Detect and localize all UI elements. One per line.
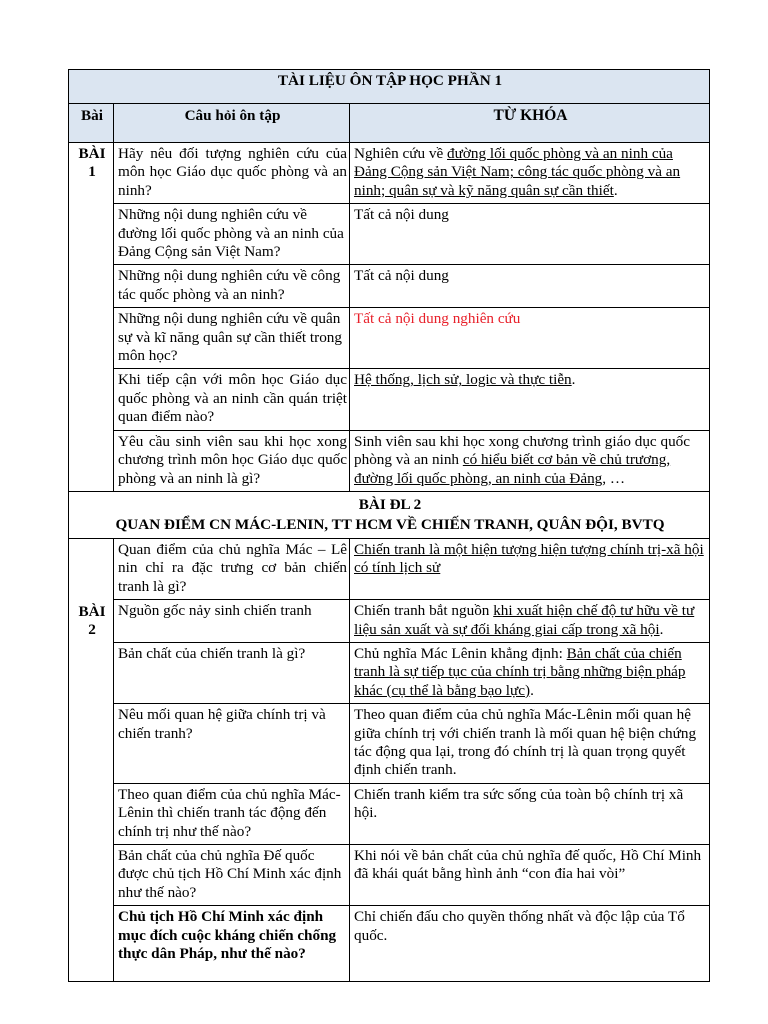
answer-cell: Tất cả nội dung [350,265,710,308]
title-row [69,70,710,104]
section-heading-row [69,491,710,538]
question-cell: Theo quan điểm của chủ nghĩa Mác-Lênin thì chiến tranh tác động đến chính trị như thế nào? [114,783,350,844]
document-title: TÀI LIỆU ÔN TẬP HỌC PHẦN 1 [69,70,710,104]
review-table [68,69,710,982]
answer-cell: Chỉ chiến đấu cho quyền thống nhất và độc lập của Tổ quốc. [350,906,710,982]
question-cell: Những nội dung nghiên cứu về công tác quốc phòng và an ninh? [114,265,350,308]
table-row [69,308,710,369]
study-document [68,69,709,982]
question-cell: Bản chất của chủ nghĩa Đế quốc được chủ tịch Hồ Chí Minh xác định như thế nào? [114,845,350,906]
answer-cell: Tất cả nội dung nghiên cứu [350,308,710,369]
answer-cell: Chủ nghĩa Mác Lênin khẳng định: Bản chất của chiến tranh là sự tiếp tục của chính trị bằng những biện pháp khác (cụ thể là bằng bạo lực). [350,642,710,703]
question-cell: Bản chất của chiến tranh là gì? [114,642,350,703]
section-number: BÀI ĐL 2 [358,495,422,513]
answer-cell: Hệ thống, lịch sử, logic và thực tiễn. [350,369,710,430]
lesson-label: BÀI 2 [69,538,114,981]
table-row [69,600,710,643]
header-bai: Bài [69,104,114,143]
question-cell: Hãy nêu đối tượng nghiên cứu của môn học Giáo dục quốc phòng và an ninh? [114,143,350,204]
answer-cell: Nghiên cứu về đường lối quốc phòng và an ninh của Đảng Cộng sản Việt Nam; công tác quốc phòng và an ninh; quân sự và kỹ năng quân sự cần thiết. [350,143,710,204]
table-row [69,204,710,265]
question-cell: Yêu cầu sinh viên sau khi học xong chương trình môn học Giáo dục quốc phòng và an ninh là gì? [114,430,350,491]
answer-cell: Chiến tranh là một hiện tượng hiện tượng chính trị-xã hội có tính lịch sử [350,538,710,599]
table-row [69,265,710,308]
answer-cell: Theo quan điểm của chủ nghĩa Mác-Lênin mối quan hệ giữa chính trị với chiến tranh là mối quan hệ biện chứng tác động qua lại, trong đó chính trị là quan trọng quyết định chiến tranh. [350,704,710,784]
table-row [69,704,710,784]
question-cell: Khi tiếp cận với môn học Giáo dục quốc phòng và an ninh cần quán triệt quan điểm nào? [114,369,350,430]
header-question: Câu hỏi ôn tập [114,104,350,143]
answer-cell: Khi nói về bản chất của chủ nghĩa đế quốc, Hồ Chí Minh đã khái quát bằng hình ảnh “con đỉa hai vòi” [350,845,710,906]
table-row [69,143,710,204]
table-row [69,783,710,844]
table-row [69,538,710,599]
section-heading [69,491,710,538]
question-cell: Quan điểm của chủ nghĩa Mác – Lê nin chỉ ra đặc trưng cơ bản chiến tranh là gì? [114,538,350,599]
table-row [69,906,710,982]
answer-cell: Chiến tranh kiểm tra sức sống của toàn bộ chính trị xã hội. [350,783,710,844]
question-cell: Nguồn gốc nảy sinh chiến tranh [114,600,350,643]
header-row [69,104,710,143]
table-row [69,642,710,703]
question-cell: Chủ tịch Hồ Chí Minh xác định mục đích cuộc kháng chiến chống thực dân Pháp, như thế nào? [114,906,350,982]
question-cell: Những nội dung nghiên cứu về đường lối quốc phòng và an ninh của Đảng Cộng sản Việt Nam? [114,204,350,265]
answer-cell: Chiến tranh bắt nguồn khi xuất hiện chế độ tư hữu về tư liệu sản xuất và sự đối kháng giai cấp trong xã hội. [350,600,710,643]
question-cell: Những nội dung nghiên cứu về quân sự và kĩ năng quân sự cần thiết trong môn học? [114,308,350,369]
section-title: QUAN ĐIỂM CN MÁC-LENIN, TT HCM VỀ CHIẾN TRANH, QUÂN ĐỘI, BVTQ [115,515,665,533]
lesson-label: BÀI 1 [69,143,114,492]
table-row [69,430,710,491]
answer-cell: Sinh viên sau khi học xong chương trình giáo dục quốc phòng và an ninh có hiểu biết cơ bản về chủ trương, đường lối quốc phòng, an ninh của Đảng, … [350,430,710,491]
table-row [69,845,710,906]
answer-cell: Tất cả nội dung [350,204,710,265]
table-row [69,369,710,430]
question-cell: Nêu mối quan hệ giữa chính trị và chiến tranh? [114,704,350,784]
header-keyword: TỪ KHÓA [350,104,710,143]
